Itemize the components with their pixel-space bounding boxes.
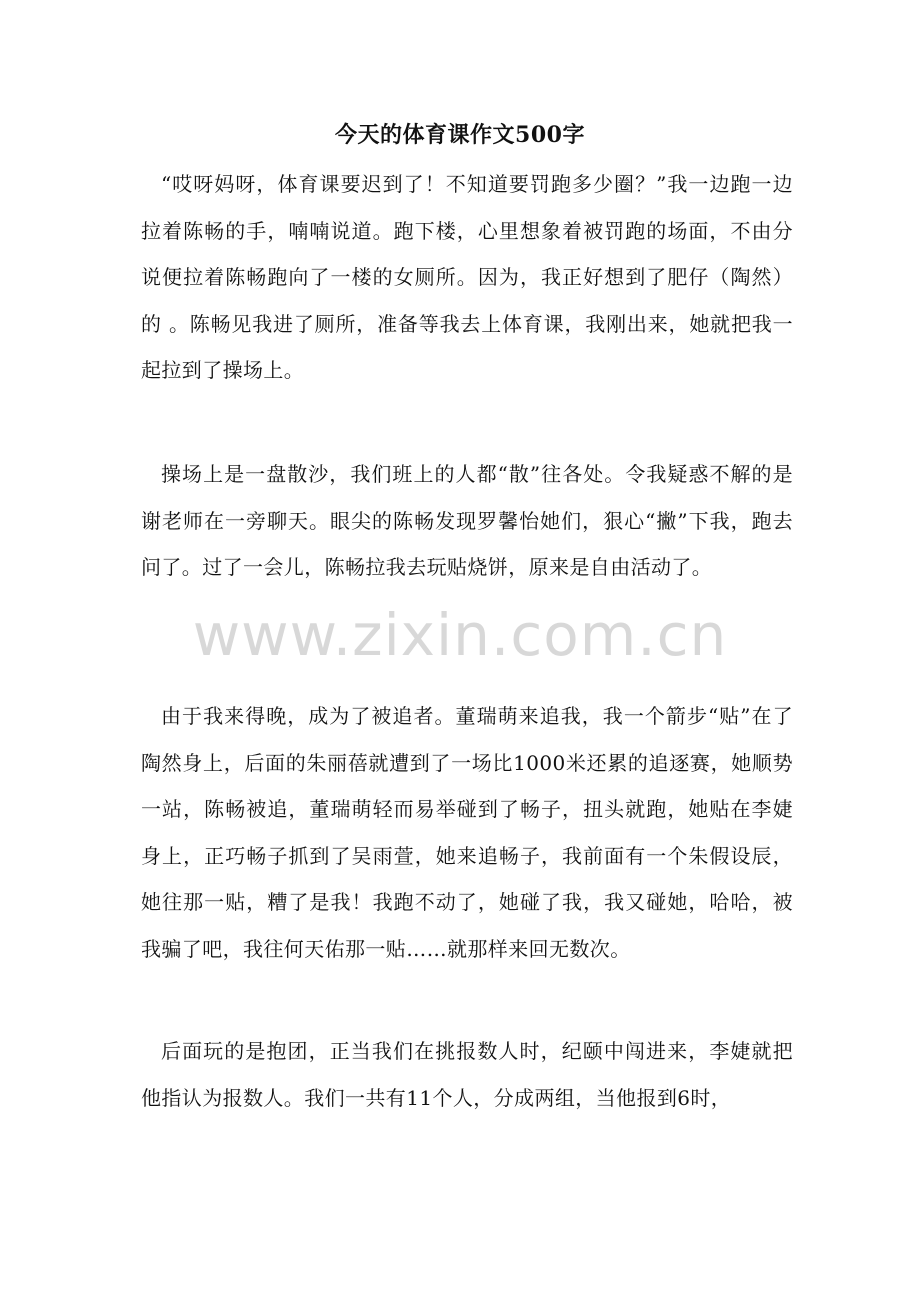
paragraph-1: “哎呀妈呀，体育课要迟到了！不知道要罚跑多少圈？”我一边跑一边拉着陈畅的手，喃喃说道。跑下楼，心里想象着被罚跑的场面，不由分说便拉着陈畅跑向了一楼的女厕所。因为，我正好想到了肥仔（陶然）的 。陈畅见我进了厕所，准备等我去上体育课，我刚出来，她就把我一起拉到了操场上。 xyxy=(141,172,793,382)
paragraph-3: 由于我来得晚，成为了被追者。董瑞萌来追我，我一个箭步“贴”在了陶然身上，后面的朱丽蓓就遭到了一场比1000米还累的追逐赛，她顺势一站，陈畅被追，董瑞萌轻而易举碰到了畅子，扭头就跑，她贴在李婕身上，正巧畅子抓到了吴雨萱，她来追畅子，我前面有一个朱假设辰，她往那一贴，糟了是我！我跑不动了，她碰了我，我又碰她，哈哈，被我骗了吧，我往何天佑那一贴……就那样来回无数次。 xyxy=(141,704,793,961)
paragraph-4: 后面玩的是抱团，正当我们在挑报数人时，纪颐中闯进来，李婕就把他指认为报数人。我们一共有11个人，分成两组，当他报到6时， xyxy=(141,1039,793,1110)
paragraph-2: 操场上是一盘散沙，我们班上的人都“散”往各处。令我疑惑不解的是谢老师在一旁聊天。眼尖的陈畅发现罗馨怡她们，狠心“撇”下我，跑去问了。过了一会儿，陈畅拉我去玩贴烧饼，原来是自由活动了。 xyxy=(141,462,793,579)
watermark: www.zixin.com.cn xyxy=(192,601,728,669)
document-title: 今天的体育课作文500字 xyxy=(335,122,585,148)
